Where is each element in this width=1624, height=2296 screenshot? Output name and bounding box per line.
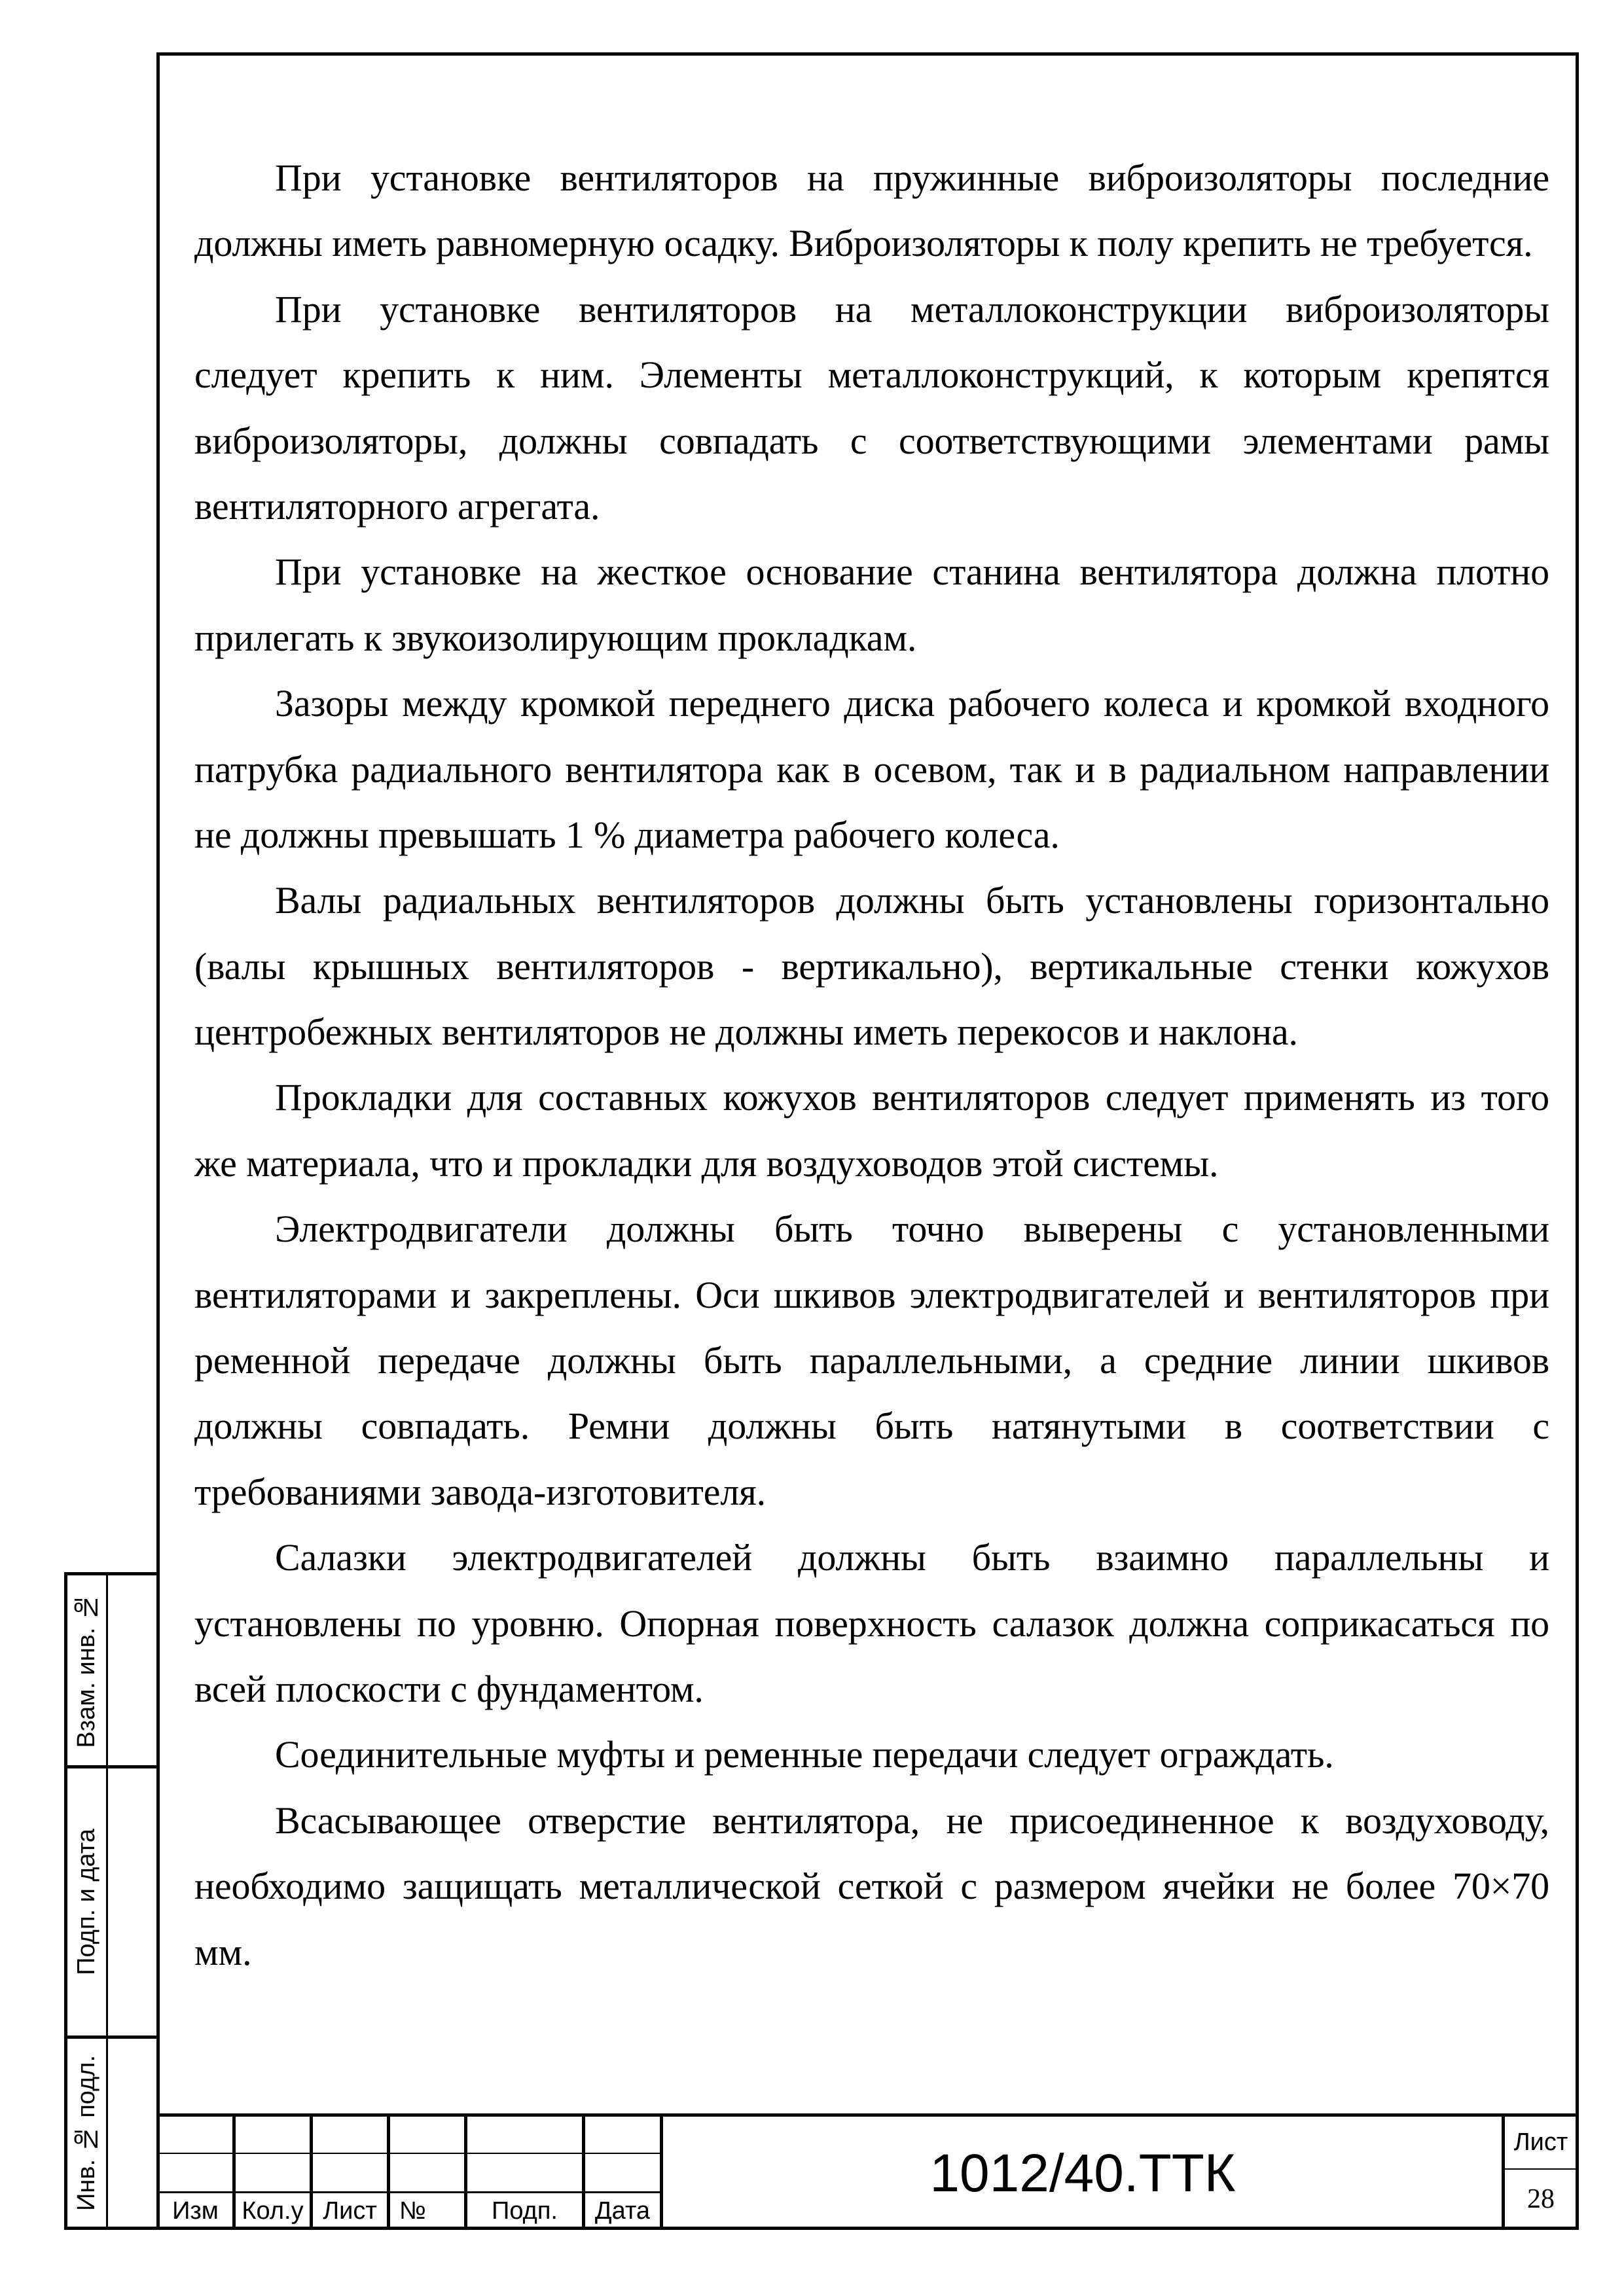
paragraph: [194, 1525, 1549, 1722]
text-line: При установке вентиляторов на металлоконструкции виброизоляторы: [275, 287, 1549, 331]
text-line: не должны превышать 1 % диаметра рабочего колеса.: [194, 813, 1060, 856]
header-count: Кол.у: [242, 2197, 304, 2225]
sheet-number: 28: [1527, 2184, 1555, 2214]
text-line: требованиями завода-изготовителя.: [194, 1470, 767, 1513]
header-doc-number: №: [399, 2197, 426, 2225]
text-line: Прокладки для составных кожухов вентиляторов следует применять из того: [275, 1076, 1549, 1119]
text-line: виброизоляторы, должны совпадать с соответствующими элементами рамы: [194, 419, 1549, 462]
paragraph: [194, 277, 1549, 540]
header-signature: Подп.: [492, 2197, 558, 2225]
replaced-inv-text: Взам. инв. №: [73, 1592, 100, 1748]
side-stamp-bottom-line: [64, 2227, 158, 2230]
paragraph: [194, 671, 1549, 868]
text-line: При установке на жесткое основание станина вентилятора должна плотно: [275, 550, 1549, 594]
paragraph: [194, 539, 1549, 671]
paragraph: [194, 145, 1549, 277]
text-line: прилегать к звукоизолирующим прокладкам.: [194, 616, 917, 659]
header-change: Изм: [172, 2197, 219, 2225]
header-sheet: Лист: [323, 2197, 377, 2225]
paragraph: [194, 868, 1549, 1065]
text-line: При установке вентиляторов на пружинные виброизоляторы последние: [275, 156, 1549, 199]
text-line: Всасывающее отверстие вентилятора, не присоединенное к воздуховоду,: [275, 1799, 1549, 1842]
replaced-inv-label: [67, 1575, 106, 1765]
text-line: Соединительные муфты и ременные передачи следует ограждать.: [275, 1733, 1334, 1776]
row-line: [156, 2153, 661, 2154]
text-line: (валы крышных вентиляторов - вертикально), вертикальные стенки кожухов: [194, 944, 1549, 988]
document-body: [194, 145, 1549, 1985]
text-line: должны иметь равномерную осадку. Виброизоляторы к полу крепить не требуется.: [194, 222, 1533, 265]
text-line: патрубка радиального вентилятора как в осевом, так и в радиальном направлении: [194, 747, 1549, 791]
text-line: ременной передаче должны быть параллельными, а средние линии шкивов: [194, 1339, 1549, 1382]
text-line: должны совпадать. Ремни должны быть натянутыми в соответствии с: [194, 1405, 1549, 1448]
header-date: Дата: [594, 2197, 651, 2225]
text-line: Салазки электродвигателей должны быть взаимно параллельны и: [275, 1536, 1549, 1579]
text-line: всей плоскости с фундаментом.: [194, 1667, 704, 1710]
paragraph: [194, 1788, 1549, 1985]
text-line: Валы радиальных вентиляторов должны быть установлены горизонтально: [275, 879, 1549, 922]
paragraph: [194, 1722, 1549, 1787]
original-inv-label: [67, 2039, 106, 2227]
text-line: следует крепить к ним. Элементы металлоконструкций, к которым крепятся: [194, 353, 1549, 397]
text-line: необходимо защищать металлической сеткой с размером ячейки не более 70×70: [194, 1865, 1549, 1908]
sign-date-label: [67, 1768, 106, 2036]
text-line: Электродвигатели должны быть точно выверены с установленными: [275, 1208, 1549, 1251]
text-line: вентиляторного агрегата.: [194, 484, 600, 528]
document-designation: 1012/40.ТТК: [929, 2143, 1236, 2203]
side-stamp-inner-line: [106, 1573, 108, 2230]
original-inv-text: Инв. № подл.: [73, 2054, 100, 2211]
sign-date-text: Подп. и дата: [73, 1829, 100, 1975]
text-line: Зазоры между кромкой переднего диска рабочего колеса и кромкой входного: [275, 682, 1549, 725]
text-line: же материала, что и прокладки для воздуховодов этой системы.: [194, 1141, 1219, 1185]
paragraph: [194, 1065, 1549, 1196]
paragraph: [194, 1196, 1549, 1525]
text-line: установлены по уровню. Опорная поверхность салазок должна соприкасаться по: [194, 1602, 1549, 1645]
text-line: вентиляторами и закреплены. Оси шкивов электродвигателей и вентиляторов при: [194, 1273, 1549, 1316]
text-line: мм.: [194, 1930, 252, 1973]
text-line: центробежных вентиляторов не должны иметь перекосов и наклона.: [194, 1011, 1298, 1054]
sheet-label: Лист: [1513, 2128, 1568, 2156]
